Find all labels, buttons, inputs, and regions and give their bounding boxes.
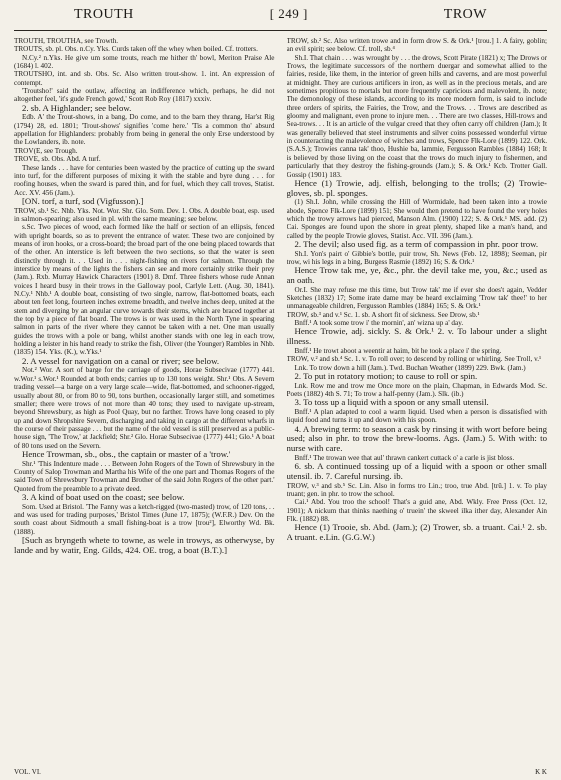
citation-paragraph: Or.I. She may refuse me this time, but Trow tak' me if ever she does't again, Vedder Sketches (1832) 17; Some irate dame may be heard exclaiming 'Trow tak' thee!' to her unmanageable children, Fergusson Rambles (1884) 165; S. & Ork.¹ [286, 285, 547, 311]
sense-paragraph: 4. A brewing term: to season a cask by rinsing it with wort before being used; also in phr. to trow the brew-looms. Ags. (Jam.) 5. With with: to nurse with care. [286, 423, 547, 454]
sense-paragraph: 2. The devil; also used fig. as a term of compassion in phr. poor trow. [294, 238, 539, 249]
right-column [287, 37, 548, 555]
citation-paragraph: N.Cy.² n.Yks. He give um some trouts, reach me hither th' bowl, Meriton Praise Ale (1684) l. 402. [14, 53, 275, 71]
sense-paragraph: Hence Trowie, adj. sickly. S. & Ork.¹ 2. v. To labour under a slight illness. [286, 326, 547, 347]
citation-paragraph: Lnk. Row me and trow me Once more on the plain, Chapman, in Edwards Mod. Sc. Poets (1882) 4th S. 71; To trow a half-penny (Jam.). Slk. (ib.) [286, 381, 547, 398]
page-footer [14, 768, 547, 776]
volume-signature: VOL. VI. [14, 768, 41, 776]
citation-paragraph: Sh.I. That chain . . . was wrought by . . . the drows, Scott Pirate (1821) x; The Drows or Trows, the legitimate successors of the northern duergar and somewhat allied to the fairies, reside, like them, in the interior of green hills and caverns, and are most powerful at midnight. They are curious artificers in iron, as well as in the precious metals, and are sometimes propitious to mortals but more frequently capricious and malevolent, ib. note; The demonology of these islands, according to its more modern form, is said to include three orders of spirits, the Fairies, the Trow, and the Trows. . . Trows are described as gloomy and malignant, even prone to injure men. . . There are two classes, Hill-trows and Sea-trows. . . It is an article of the vulgar creed that they often carry off children (Jam.); It was generally believed that steel instruments and silver coins possessed wonderful virtue in counteracting the malevolence of witches and trows, Spence Flk-Lore (1899) 122. Ork. (S.A.S.); Trowies canna tak' thoo, Hushie ba, lammie, Fergusson Rambles (1884) 168; It is believed by those living on the coast that the trows do much injury to fishermen, and particularly that they destroy the fishing-grounds (Jam.); S. & Ork.¹ Kcb. Trotter Gall. Gossip (1901) 183. [286, 53, 547, 179]
citation-paragraph: Bnff.¹ He trowt aboot a weentir at haim, bit he took a place i' the spring. [294, 346, 502, 355]
entry-headword-paragraph: TROW, sb.¹ Sc. Nhb. Yks. Not. Wor. Shr. Glo. Som. Dev. 1. Obs. A double boat, esp. used in salmon-spearing; also used in pl. with the same meaning; see below. [14, 206, 275, 223]
citation-paragraph: Bnff.¹ A plan adapted to cool a warm liquid. Used when a person is dissatisfied with liquid food and turns it up and down with his spoon. [286, 408, 547, 425]
sense-paragraph: Hence Trow tak me, ye, &c., phr. the devil take me, you, &c.; used as an oath. [286, 265, 547, 286]
citation-paragraph: s.Sc. Two pieces of wood, each formed like the half or section of an ellipsis, fenced with upright boards, so as to prevent the entrance of water. These two are conjoined by means of iron hooks, or a cross-board; the broad part of the one being placed towards that of the other. An interstice is left between the two sections, so that the water is seen distinctly through it. . . Used in . . . night-fishing on rivers for salmon. Through the interstice by means of the lights the fishers can see and more certainly strike their prey (Jam.). Rxb. Murray Hawick Characters (1901) 8. Dmf. Three fishers whose rude Annan voices I heard busy in their trows in the Galloway pool, Carlyle Lett. (Aug. 30, 1841). N.Cy.¹ Nhb.¹ A double boat, consisting of two single, narrow, flat-bottomed boats, each about ten feet long, fourteen inches extreme breadth, and twelve inches deep, united at the stem and diverging by an angular curve towards their sterns, which are braced together at the top by a piece of flat board. The trows is or was used in the North Tyne in spearing salmon in parts of the river where they cannot be taken with a net. One man usually guides the trows with a pole or bang, whilst another stands with one leg in each trow, holding a leister in his hand ready to strike the fish, Oliver (the Younger) Rambles in Nhb. (1835) 154. Yks. (K.), w.Yks.¹ [14, 223, 275, 357]
citation-paragraph: Lnk. To trow down a hill (Jam.). Twd. Buchan Weather (1899) 229. Bwk. (Jam.) [294, 363, 526, 372]
sense-paragraph: Hence (1) Trooie, sb. Abd. (Jam.); (2) Trower, sb. a truant. Cai.¹ 2. sb. A truant. e.Lin. (G.G.W.) [286, 522, 547, 542]
header-left-word: TROUTH [74, 7, 134, 22]
sense-paragraph: 2. A vessel for navigation on a canal or river; see below. [22, 355, 220, 366]
entry-headword-paragraph: TROV(E, see Trough. [14, 146, 78, 155]
sense-paragraph: 3. To toss up a liquid with a spoon or any small utensil. [294, 397, 489, 408]
entry-headword-paragraph: TROUTS, sb. pl. Obs. n.Cy. Yks. Curds taken off the whey when boiled. Cf. trotters. [14, 45, 258, 54]
entry-headword-paragraph: TROUTH, TROUTHA, see Trowth. [14, 37, 119, 45]
sense-paragraph: 3. A kind of boat used on the coast; see below. [22, 492, 185, 502]
sense-paragraph: Hence Trowman, sb., obs., the captain or master of a 'trow.' [22, 448, 231, 459]
citation-paragraph: Cai.¹ Abd. You troo the school! That's a guid ane, Abd. Wkly. Free Press (Oct. 12, 1901); A nickum that thinks naething o' truein' the skweel ilka ither day, Alexander Ain Flk. (1882) 88. [286, 498, 547, 523]
sense-paragraph: 2. sb. A Highlander; see below. [22, 102, 132, 113]
citation-paragraph: 'Troutsho!' said the outlaw, affecting an indifference which, perhaps, he did not altogether feel, 'it's gude French gowd,' Scott Rob Roy (1817) xxxiv. [14, 87, 275, 104]
citation-paragraph: (1) Sh.I. John, while crossing the Hill of Wormidale, had been taken into a trowie abode, Spence Flk-Lore (1899) 151; She would then pretend to have found the very holes which the trowy arrows had pierced, Manson Alm. (1900) 122; S. & Ork.¹ MS. add. (2) Cai. Sponges are found upon the shore in great plenty, shaped like a man's hand, and called by the people Trowie gloves, Statist. Acc. VII. 396 (Jam.). [286, 198, 547, 240]
page-number: [ 249 ] [269, 6, 308, 21]
entry-headword-paragraph: TROW, sb.³ and v.¹ Sc. 1. sb. A short fit of sickness. See Drow, sb.¹ [286, 310, 480, 319]
citation-paragraph: These lands . . . have for centuries been wasted by the practice of cutting up the sward into turf, for the different purposes of mixing it with the stable and byre dung . . . for roofing houses, when the sward is pared thin, and for fuel, which they call troves, Statist. Acc. XV. 456 (Jam.). [14, 163, 275, 197]
gathering-mark: K K [535, 768, 547, 776]
citation-paragraph: Sh.I. Yon's pairt o' Gibbie's bottle, puir trow, Sh. News (Feb. 12, 1898); Seeman, pir trow, wi his legs in a bing, Burgess Rasmie (1892) 16; S. & Ork.¹ [286, 249, 547, 267]
entry-headword-paragraph: TROVE, sb. Obs. Abd. A turf. [14, 155, 101, 164]
citation-paragraph: Som. Used at Bristol. 'The Fanny was a ketch-rigged (two-masted) trow, of 120 tons, . . and was used for trading purposes,' Bristol Times (June 17, 1875); (W.F.R.) Dev. On the south coast about Sidmouth a small fishing-boat is a trow [trou²], Elworthy Wd. Bk. (1888). [14, 502, 275, 536]
entry-headword-paragraph: TROW, sb.² Sc. Also written trowe and in form drow S. & Ork.¹ [trou.] 1. A fairy, goblin; an evil spirit; see below. Cf. troll, sb.⁴ [286, 37, 547, 54]
sense-paragraph: Hence (1) Trowie, adj. elfish, belonging to the trolls; (2) Trowie-gloves, sb. pl. sponges. [286, 177, 547, 198]
citation-paragraph: Not.² Wor. A sort of barge for the carriage of goods, Horae Subsecivae (1777) 441. w.Wor.¹ s.Wor.¹ Rounded at both ends; carries up to 130 tons weight. Shr.¹ Obs. A Severn trading vessel—a barge on a very large scale—wide, flat-bottomed, and schooner-rigged, usually about 80, or from 80 to 90, tons burthen, occasionally larger still, and sometimes smaller; there were trows of not more than 40 tons; they used to navigate up-stream, beyond Shrewsbury, as high as Pool Quay, but no farther. Trows have long ceased to ply up and down Shropshire Severn, discharging and taking in cargo at the different wharfs in the course of their passage . . . but the name of the old vessel is still preserved as a public-house sign, 'The Trow,' at Jackfield; Shr.² Glo. Horae Subsecivae (1777) 441; Glo.¹ A boat of 80 tons used on the Severn. [14, 366, 275, 450]
sense-paragraph: [Such as bryngeth whete to towne, as wele in trowys, as otherwyse, by lande and by watir, Eng. Gilds, 424. OE. trog, a boat (B.T.).] [14, 535, 275, 555]
citation-paragraph: Edb. A' the Trout-shows, in a bang, Do come, and to the barn they thrang, Har'st Rig (1794) 28, ed. 1801; 'Trout-shows' signifies 'come here.' 'Tis a common tho' absurd appellation for Highlanders: probably from being in general the only Erse understood by the Lowlanders, ib. note. [14, 113, 275, 147]
sense-paragraph: 6. sb. A continued tossing up of a liquid with a spoon or other small utensil. ib. 7. Careful nursing. ib. [286, 461, 547, 481]
running-header [14, 6, 547, 31]
citation-paragraph: Bnff.¹ A took some trow i' the mornin', an' wizna up a' day. [294, 319, 464, 328]
entry-headword-paragraph: TROW, v.² and sb.⁴ Sc. 1. v. To roll over; to descend by rolling or whirling. See Troll, v.¹ [286, 355, 542, 364]
header-right-word: TROW [443, 7, 487, 22]
entry-headword-paragraph: TROUTSHO, int. and sb. Obs. Sc. Also written trout-show. 1. int. An expression of contempt. [14, 70, 275, 87]
citation-paragraph: Shr.¹ 'This Indenture made . . . Between John Rogers of the Town of Shrewsbury in the County of Salop Trowman and Martha his Wife of the one part and Thomas Rogers of the said Town of Shrewsbury Trowman and Brother of the said John Rogers of the other part.' Quoted from the preamble to a private deed. [14, 459, 275, 493]
citation-paragraph: Bnff.¹ The trowan wee that aul' thrawn cankert cuttack o' a carle is jist bloss. [294, 453, 515, 462]
text-columns [14, 37, 547, 555]
sense-paragraph: [ON. torf, a turf, sod (Vigfusson).] [22, 195, 144, 206]
sense-paragraph: 2. To put in rotatory motion; to cause to roll or spin. [294, 370, 478, 381]
left-column [14, 37, 275, 555]
entry-headword-paragraph: TROW, v.³ and sb.⁵ Sc. Lin. Also in forms tro Lin.; troo, true Abd. [trū.] 1. v. To play truant; gen. in phr. to trow the school. [286, 481, 547, 498]
